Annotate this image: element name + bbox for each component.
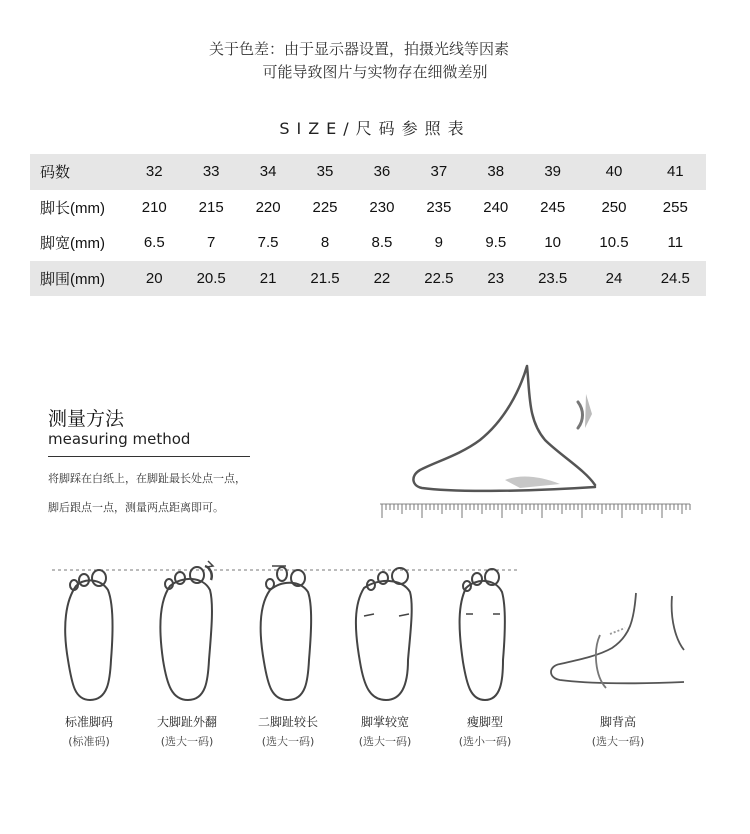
measuring-instruction-1: 将脚踩在白纸上，在脚趾最长处点一点，: [48, 472, 246, 485]
foot-type-name: 瘦脚型: [466, 715, 503, 729]
foot-type-name: 二脚趾较长: [257, 715, 318, 729]
foot-type-name: 标准脚码: [64, 715, 113, 729]
notice-line-1: 关于色差：由于显示器设置，拍摄光线等因素: [208, 40, 509, 58]
foot-type-note: (选大一码): [261, 735, 315, 748]
table-cell: 9: [434, 234, 443, 252]
long-second-toe-foot-icon: [261, 566, 312, 700]
table-cell: 10.5: [599, 234, 629, 252]
foot-type-note: (选大一码): [591, 735, 645, 748]
table-cell: 235: [426, 198, 452, 216]
standard-foot-icon: [65, 570, 112, 700]
table-cell: 41: [645, 154, 706, 190]
table-cell: 24.5: [645, 261, 706, 297]
table-cell: 8.5: [371, 234, 393, 252]
table-cell: 22.5: [408, 261, 469, 297]
table-cell: 码数: [30, 154, 128, 190]
table-cell: 7: [207, 234, 216, 252]
table-cell: 240: [483, 198, 509, 216]
table-cell: 245: [540, 198, 566, 216]
table-cell: 40: [583, 154, 644, 190]
notice-line-2: 可能导致图片与实物存在细微差别: [262, 63, 488, 81]
side-foot-icon: [413, 366, 595, 491]
table-cell: 225: [312, 198, 338, 216]
table-cell: 35: [294, 154, 355, 190]
measuring-instruction-2: 脚后跟点一点，测量两点距离即可。: [48, 501, 224, 514]
bunion-foot-icon: [160, 561, 213, 700]
table-cell: 255: [662, 198, 688, 216]
table-cell: 脚长(mm): [40, 199, 105, 217]
table-cell: 9.5: [485, 234, 507, 252]
foot-type-caption: [425, 712, 545, 752]
table-cell: 36: [356, 154, 409, 190]
table-cell: 250: [601, 198, 627, 216]
table-cell: 24: [583, 261, 644, 297]
foot-type-note: (标准码): [68, 735, 110, 748]
size-chart-title: SIZE/尺码参照表: [279, 119, 471, 138]
table-cell: 34: [242, 154, 295, 190]
table-cell: 10: [544, 234, 561, 252]
table-cell: 脚宽(mm): [40, 235, 105, 253]
foot-type-name: 大脚趾外翻: [156, 715, 217, 729]
table-cell: 21.5: [294, 261, 355, 297]
ruler-icon: [380, 504, 690, 518]
table-cell: 21: [242, 261, 295, 297]
foot-type-caption: [558, 712, 678, 752]
table-cell: 38: [469, 154, 522, 190]
table-cell: 220: [255, 198, 281, 216]
table-cell: 20.5: [181, 261, 242, 297]
table-cell: 6.5: [143, 234, 165, 252]
table-cell: 37: [408, 154, 469, 190]
table-cell: 210: [141, 198, 167, 216]
table-cell: 39: [522, 154, 583, 190]
table-cell: 20: [128, 261, 181, 297]
table-cell: 脚围(mm): [30, 261, 128, 297]
table-cell: 23.5: [522, 261, 583, 297]
table-cell: 33: [181, 154, 242, 190]
foot-type-note: (选大一码): [358, 735, 412, 748]
table-cell: 32: [128, 154, 181, 190]
measuring-subtitle: measuring method: [48, 430, 191, 448]
wide-foot-icon: [356, 568, 412, 700]
table-cell: 7.5: [257, 234, 279, 252]
table-cell: 22: [356, 261, 409, 297]
table-cell: 23: [469, 261, 522, 297]
measuring-title: 测量方法: [48, 408, 125, 430]
foot-type-name: 脚掌较宽: [360, 715, 409, 729]
table-cell: 8: [320, 234, 330, 252]
table-cell: 215: [198, 198, 224, 216]
slim-foot-icon: [460, 569, 505, 700]
foot-type-name: 脚背高: [599, 715, 636, 729]
high-instep-foot-icon: [551, 593, 684, 688]
foot-type-note: (选大一码): [160, 735, 214, 748]
table-cell: 11: [667, 234, 684, 252]
table-cell: 230: [369, 198, 395, 216]
foot-type-note: (选小一码): [458, 735, 512, 748]
